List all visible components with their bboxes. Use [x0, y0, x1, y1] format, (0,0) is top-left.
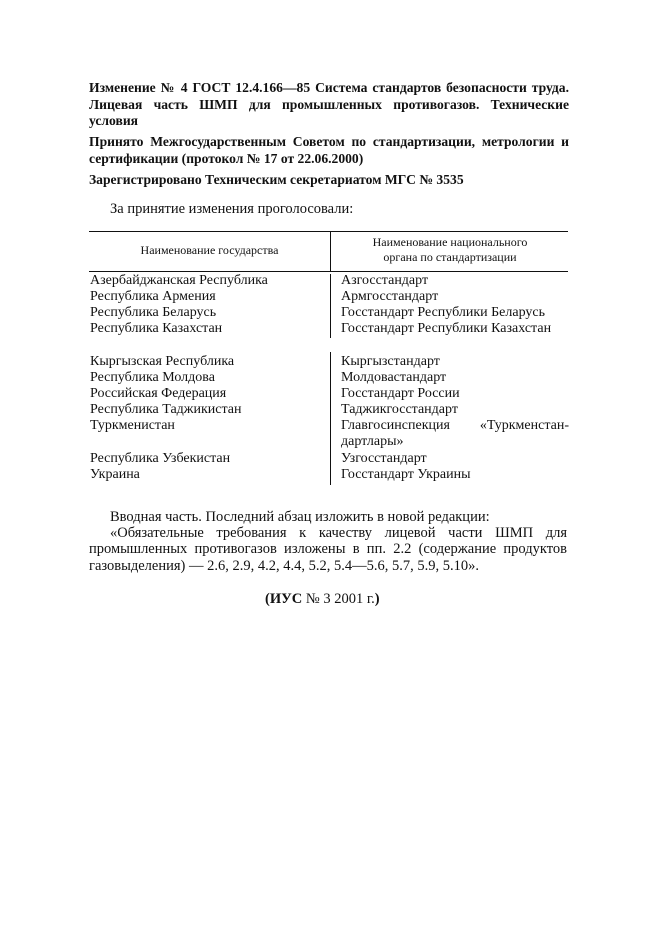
state-cell: Республика Молдова: [90, 370, 215, 386]
column-header-standards-body: [332, 235, 568, 264]
group2-states: [90, 354, 328, 483]
source-prefix: (ИУС: [265, 591, 303, 607]
state-cell: Республика Армения: [90, 289, 216, 305]
body-cell: Госстандарт России: [341, 386, 460, 402]
state-cell: Республика Таджикистан: [90, 402, 242, 418]
body-cell: Узгосстандарт: [341, 450, 427, 466]
body-cell: Азгосстандарт: [341, 273, 429, 288]
body-cell: Госстандарт Республики Казахстан: [341, 321, 552, 337]
group2-bodies: [341, 354, 569, 483]
table-group1-divider: [330, 274, 331, 338]
state-cell: Украина: [90, 466, 140, 482]
body-cell: Госстандарт Украины: [341, 466, 471, 482]
state-cell: Российская Федерация: [90, 386, 227, 402]
registration-statement: Зарегистрировано Техническим секретариатом МГС № 3535: [89, 172, 464, 187]
table-group2-divider: [330, 352, 331, 485]
amendment-instruction: Вводная часть. Последний абзац изложить в новой редакции:: [110, 509, 490, 525]
column-header-line: Наименование национального: [372, 235, 528, 249]
group1-bodies: [341, 273, 569, 337]
column-header-state: Наименование государства: [140, 243, 279, 257]
table-header-rule: [89, 271, 568, 272]
state-cell: Азербайджанская Республика: [90, 273, 268, 288]
body-cell: Таджикгосстандарт: [341, 402, 458, 418]
group1-states: [90, 273, 328, 337]
source-suffix: ): [374, 591, 380, 607]
state-cell: Туркменистан: [90, 418, 175, 434]
body-cell: Госстандарт Республики Беларусь: [341, 305, 546, 321]
source-reference: [265, 591, 380, 608]
table-header-divider: [330, 231, 331, 271]
source-number: № 3 2001 г.: [305, 591, 375, 607]
body-cell: Кыргызстандарт: [341, 354, 440, 369]
state-cell: Республика Беларусь: [90, 305, 217, 321]
amendment-new-text: «Обязательные требования к качеству лицевой части ШМП для промышленных противогазов изложены в пп. 2.2 (содержание продуктов газовыделения) — 2.6, 2.9, 4.2, 4.4, 5.2, 5.4—5.6, 5.7, 5.9, 5.10».: [89, 525, 567, 574]
state-cell: Кыргызская Республика: [90, 354, 235, 369]
state-cell: Республика Казахстан: [90, 321, 223, 337]
body-cell: Армгосстандарт: [341, 289, 439, 305]
state-cell: Республика Узбекистан: [90, 450, 231, 466]
body-cell: Главгосинспекция «Туркменстандартлары»: [341, 418, 569, 450]
adoption-statement: Принято Межгосударственным Советом по стандартизации, метрологии и сертификации (протокол № 17 от 22.06.2000): [89, 134, 569, 166]
voting-intro: За принятие изменения проголосовали:: [110, 201, 354, 217]
amendment-title: Изменение № 4 ГОСТ 12.4.166—85 Система стандартов безопасности труда. Лицевая часть ШМП для промышленных противогазов. Технические условия: [89, 80, 569, 128]
column-header-line: органа по стандартизации: [383, 249, 517, 264]
table-top-rule: [89, 231, 568, 232]
body-cell: Молдовастандарт: [341, 370, 447, 386]
